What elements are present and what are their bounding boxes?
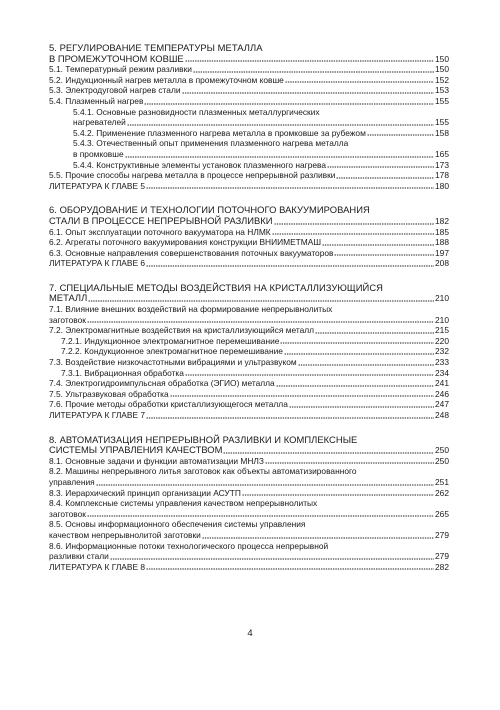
dot-leader	[127, 118, 434, 126]
toc-page-number: 185	[435, 226, 449, 237]
toc-entry-title: 7.2. Электромагнитные воздействия на кристаллизующийся металл	[49, 325, 315, 336]
toc-entry	[49, 237, 449, 248]
dot-leader	[336, 171, 434, 179]
toc-entry-title: 8.4. Комплексные системы управления качеством непрерывнолитых	[49, 498, 318, 509]
toc-page-number: 262	[435, 487, 449, 498]
chapter-heading: 7. СПЕЦИАЛЬНЫЕ МЕТОДЫ ВОЗДЕЙСТВИЯ НА КРИСТАЛЛИЗУЮЩИЙСЯ	[49, 281, 383, 293]
toc-page-number: 165	[435, 148, 449, 159]
toc-entry-title: 8.5. Основы информационного обеспечения системы управления	[49, 519, 306, 530]
toc-entry	[49, 54, 449, 65]
dot-leader	[280, 336, 434, 344]
toc-entry	[49, 170, 449, 181]
toc-entry-title: 8.1. Основные задачи и функции автоматизации МНЛЗ	[49, 455, 264, 466]
toc-page-number: 182	[435, 215, 449, 226]
dot-leader	[170, 389, 434, 397]
dot-leader	[367, 128, 434, 136]
toc-page-number: 210	[435, 293, 449, 304]
toc-page-number: 155	[435, 95, 449, 106]
toc-page-number: 232	[435, 346, 449, 357]
toc-entry-title: 7.4. Электрогидроимпульсная обработка (ЭГИО) металла	[49, 378, 275, 389]
toc-entry	[49, 530, 449, 541]
toc-entry-title: СТАЛИ В ПРОЦЕССЕ НЕПРЕРЫВНОЙ РАЗЛИВКИ	[49, 214, 273, 226]
toc-entry-title: 8.3. Иерархический принцип организации АСУТП	[49, 487, 241, 498]
toc-entry-title: 5.5. Прочие способы нагрева металла в процессе непрерывной разливки	[49, 170, 336, 181]
toc-entry	[49, 498, 449, 509]
dot-leader	[146, 259, 434, 267]
toc-page-number: 155	[435, 117, 449, 128]
toc-entry-title: 5.4.3. Отечественный опыт применения плазменного нагрева металла	[73, 138, 349, 149]
toc-page-number: 282	[435, 561, 449, 572]
dot-leader	[202, 531, 434, 539]
toc-entry	[49, 64, 449, 75]
toc-entry	[49, 138, 449, 149]
dot-leader	[322, 238, 434, 246]
toc-entry	[49, 325, 449, 336]
toc-entry-title: 7.5. Ультразвуковая обработка	[49, 388, 169, 399]
toc-entry	[49, 551, 449, 562]
toc-page-number: 233	[435, 357, 449, 368]
toc-entry-title: 7.2.1. Индукционное электромагнитное перемешивание	[61, 335, 280, 346]
toc-entry-title: заготовок	[49, 508, 86, 519]
dot-leader	[110, 552, 434, 560]
toc-page-number: 188	[435, 237, 449, 248]
dot-leader	[185, 368, 434, 376]
toc-page-number: 241	[435, 378, 449, 389]
dot-leader	[285, 75, 434, 83]
toc-entry-title: 5.4.4. Конструктивные элементы установок плазменного нагрева	[73, 159, 327, 170]
toc-entry	[49, 519, 449, 530]
toc-entry-title: 5.4.2. Применение плазменного нагрева металла в промковше за рубежом	[73, 127, 366, 138]
toc-entry	[49, 488, 449, 499]
toc-entry-title: 5.4. Плазменный нагрев	[49, 95, 144, 106]
toc-page-number: 150	[435, 64, 449, 75]
toc-entry-title: 7.1. Влияние внешних воздействий на формирование непрерывнолитых	[49, 304, 333, 315]
toc-page-number: 153	[435, 85, 449, 96]
toc-chapter	[49, 435, 449, 573]
toc-entry	[49, 181, 449, 192]
toc-entry	[49, 541, 449, 552]
toc-entry-title: МЕТАЛЛ	[49, 292, 88, 304]
dot-leader	[223, 446, 434, 454]
dot-leader	[298, 358, 434, 366]
toc-entry-title: 6.3. Основные направления совершенствования поточных вакууматоров	[49, 247, 334, 258]
toc-page-number: 152	[435, 74, 449, 85]
toc-entry-title: нагревателей	[73, 117, 126, 128]
dot-leader	[87, 509, 434, 517]
toc-entry	[49, 378, 449, 389]
toc-page-number: 180	[435, 180, 449, 191]
toc-entry	[49, 85, 449, 96]
dot-leader	[125, 150, 434, 158]
toc-entry-title: разливки стали	[49, 551, 109, 562]
toc-page-number: 150	[435, 53, 449, 64]
toc-entry	[49, 117, 449, 128]
toc-entry	[49, 346, 449, 357]
toc-entry-title: В ПРОМЕЖУТОЧНОМ КОВШЕ	[49, 52, 184, 64]
toc-entry	[49, 456, 449, 467]
toc-entry-title: 5.1. Температурный режим разливки	[49, 64, 192, 75]
toc-page-number: 250	[435, 455, 449, 466]
dot-leader	[265, 456, 434, 464]
chapter-heading: 6. ОБОРУДОВАНИЕ И ТЕХНОЛОГИИ ПОТОЧНОГО ВАКУУМИРОВАНИЯ	[49, 204, 370, 216]
dot-leader	[146, 562, 434, 570]
toc-entry-title: СИСТЕМЫ УПРАВЛЕНИЯ КАЧЕСТВОМ	[49, 444, 223, 456]
toc-entry	[49, 149, 449, 160]
toc-entry-title: управления	[49, 476, 95, 487]
toc-entry	[49, 315, 449, 326]
toc-entry	[49, 258, 449, 269]
toc-page-number: 208	[435, 258, 449, 269]
dot-leader	[274, 217, 435, 225]
dot-leader	[334, 248, 434, 256]
toc-entry	[49, 509, 449, 520]
toc-page-number: 248	[435, 410, 449, 420]
dot-leader	[87, 315, 434, 323]
page-number: 4	[247, 628, 253, 639]
toc-entry	[49, 389, 449, 400]
toc-chapter	[49, 43, 449, 191]
toc-page-number: 210	[435, 314, 449, 325]
toc-entry-title: 5.4.1. Основные разновидности плазменных металлургических	[73, 106, 320, 117]
toc-entry-title: 6.2. Агрегаты поточного вакуумирования конструкции ВНИИМЕТМАШ	[49, 237, 322, 248]
chapter-heading: 5. РЕГУЛИРОВАНИЕ ТЕМПЕРАТУРЫ МЕТАЛЛА	[49, 42, 263, 53]
toc-entry	[49, 304, 449, 315]
toc-entry-title: ЛИТЕРАТУРА К ГЛАВЕ 5	[49, 180, 146, 191]
dot-leader	[315, 326, 434, 334]
toc-page-number: 234	[435, 367, 449, 378]
toc-entry-title: качеством непрерывнолитой заготовки	[49, 529, 201, 540]
toc-entry-title: 7.3. Воздействие низкочастотными вибрациями и ультразвуком	[49, 357, 297, 368]
toc-chapter	[49, 283, 449, 421]
dot-leader	[146, 181, 434, 189]
dot-leader	[146, 411, 434, 419]
toc-page-number: 250	[435, 445, 449, 456]
dot-leader	[88, 294, 434, 302]
toc-page-number: 178	[435, 170, 449, 181]
dot-leader	[242, 488, 434, 496]
toc-entry	[49, 445, 449, 456]
toc-page-number: 246	[435, 388, 449, 399]
toc-entry	[49, 368, 449, 379]
toc-entry	[49, 107, 449, 118]
chapter-heading: 8. АВТОМАТИЗАЦИЯ НЕПРЕРЫВНОЙ РАЗЛИВКИ И КОМПЛЕКСНЫЕ	[49, 433, 358, 445]
toc-entry	[49, 410, 449, 421]
toc-entry	[49, 336, 449, 347]
toc-chapter	[49, 205, 449, 269]
toc-entry-title: 8.2. Машины непрерывного литья заготовок как объекты автоматизированного	[49, 466, 357, 477]
toc-entry	[49, 293, 449, 304]
toc-entry	[49, 227, 449, 238]
toc-page-number: 247	[435, 399, 449, 410]
toc-entry	[49, 216, 449, 227]
toc-entry-title: ЛИТЕРАТУРА К ГЛАВЕ 6	[49, 258, 146, 269]
toc-entry	[49, 399, 449, 410]
toc-page-number: 215	[435, 325, 449, 336]
toc-entry-title: в промковше	[73, 148, 124, 159]
toc-page-number: 197	[435, 247, 449, 258]
toc-entry-title: 5.2. Индукционный нагрев металла в промежуточном ковше	[49, 74, 284, 85]
toc-entry	[49, 128, 449, 139]
dot-leader	[96, 478, 434, 486]
dot-leader	[185, 54, 434, 62]
toc-entry-title: ЛИТЕРАТУРА К ГЛАВЕ 8	[49, 561, 146, 572]
toc-entry-title: 8.6. Информационные потоки технологического процесса непрерывной	[49, 540, 329, 551]
dot-leader	[193, 65, 434, 73]
dot-leader	[327, 160, 434, 168]
dot-leader	[144, 97, 434, 105]
toc-entry-title: 7.6. Прочие методы обработки кристаллизующегося металла	[49, 399, 288, 410]
dot-leader	[276, 379, 434, 387]
toc-page-number: 279	[435, 529, 449, 540]
toc-page-number: 173	[435, 159, 449, 170]
toc-entry	[49, 477, 449, 488]
dot-leader	[289, 400, 434, 408]
toc-entry	[49, 248, 449, 259]
toc-page-number: 251	[435, 476, 449, 487]
table-of-contents	[49, 43, 449, 586]
toc-entry	[49, 562, 449, 573]
toc-entry	[49, 160, 449, 171]
toc-page-number: 279	[435, 551, 449, 562]
toc-page-number: 158	[435, 127, 449, 138]
toc-entry-title: 5.3. Электродуговой нагрев стали	[49, 85, 181, 96]
dot-leader	[182, 86, 435, 94]
toc-entry	[49, 357, 449, 368]
toc-entry-title: 7.3.1. Вибрационная обработка	[61, 367, 184, 378]
dot-leader	[272, 227, 434, 235]
toc-page-number: 220	[435, 335, 449, 346]
toc-entry-title: заготовок	[49, 314, 86, 325]
toc-entry	[49, 466, 449, 477]
toc-entry	[49, 75, 449, 86]
toc-page-number: 265	[435, 508, 449, 519]
toc-entry-title: 7.2.2. Кондукционное электромагнитное перемешивание	[61, 346, 283, 357]
toc-entry	[49, 96, 449, 107]
toc-entry-title: ЛИТЕРАТУРА К ГЛАВЕ 7	[49, 410, 146, 420]
toc-entry-title: 6.1. Опыт эксплуатации поточного вакууматора на НЛМК	[49, 226, 271, 237]
dot-leader	[284, 347, 434, 355]
